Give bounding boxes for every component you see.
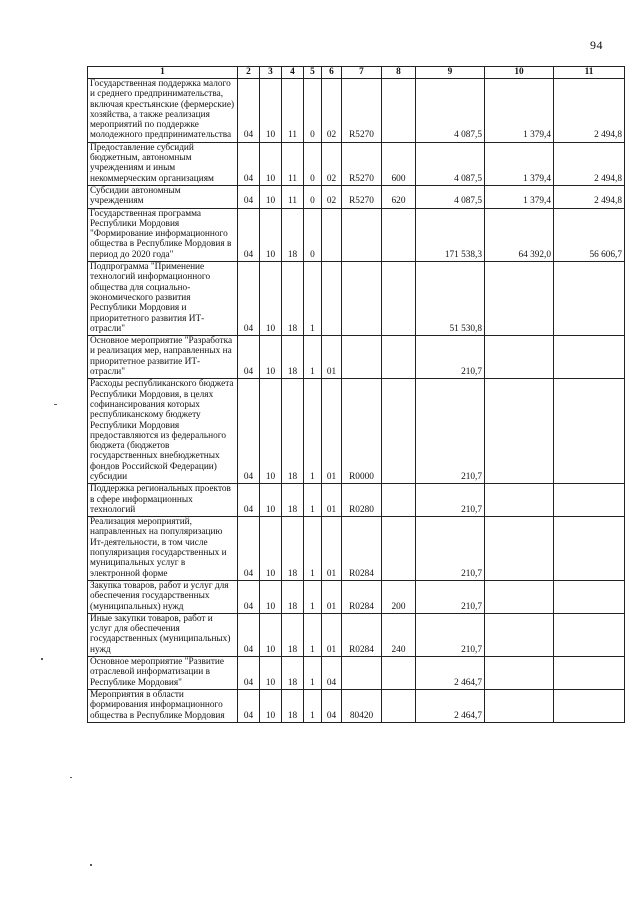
cell-amount: 210,7 bbox=[416, 517, 485, 581]
cell-amount: 2 494,8 bbox=[554, 79, 625, 143]
cell-amount bbox=[485, 484, 554, 517]
cell-amount: 4 087,5 bbox=[416, 142, 485, 185]
table-row bbox=[88, 657, 625, 690]
cell-code: 04 bbox=[238, 517, 260, 581]
cell-code bbox=[382, 262, 416, 336]
column-header: 9 bbox=[416, 67, 485, 79]
cell-code: 18 bbox=[282, 208, 304, 261]
cell-code: 04 bbox=[238, 336, 260, 379]
cell-code bbox=[382, 208, 416, 261]
cell-code: 10 bbox=[260, 580, 282, 613]
table-row bbox=[88, 613, 625, 656]
cell-amount bbox=[485, 580, 554, 613]
cell-amount bbox=[485, 657, 554, 690]
column-header: 11 bbox=[554, 67, 625, 79]
cell-code: 1 bbox=[304, 689, 322, 722]
cell-code: 1 bbox=[304, 580, 322, 613]
cell-code: 11 bbox=[282, 79, 304, 143]
row-name: Расходы республиканского бюджета Республики Мордовия, в целях софинансирования которых республиканскому бюджету Республики Мордовия предоставляются из федерального бюджета (бюджетов государственных внебюджетных фондов Российской Федерации) субсидии bbox=[88, 379, 238, 484]
cell-code: 10 bbox=[260, 517, 282, 581]
row-name: Подпрограмма "Применение технологий информационного общества для социально-экономического развития Республики Мордовия и приоритетного развития ИТ-отрасли" bbox=[88, 262, 238, 336]
header-row bbox=[88, 67, 625, 79]
cell-code: 04 bbox=[322, 689, 342, 722]
column-header: 5 bbox=[304, 67, 322, 79]
cell-code: 1 bbox=[304, 484, 322, 517]
cell-code bbox=[382, 484, 416, 517]
cell-amount bbox=[485, 689, 554, 722]
cell-code: 01 bbox=[322, 336, 342, 379]
cell-amount: 1 379,4 bbox=[485, 79, 554, 143]
cell-code: 18 bbox=[282, 336, 304, 379]
cell-amount bbox=[554, 580, 625, 613]
cell-code: 04 bbox=[322, 657, 342, 690]
cell-code: 0 bbox=[304, 185, 322, 208]
cell-code: 04 bbox=[238, 79, 260, 143]
cell-code bbox=[382, 517, 416, 581]
cell-code: 11 bbox=[282, 185, 304, 208]
cell-amount bbox=[554, 336, 625, 379]
cell-code: 240 bbox=[382, 613, 416, 656]
cell-code: 10 bbox=[260, 185, 282, 208]
cell-code: 04 bbox=[238, 689, 260, 722]
cell-code bbox=[382, 689, 416, 722]
cell-code: 1 bbox=[304, 613, 322, 656]
cell-code: 10 bbox=[260, 689, 282, 722]
cell-code: 02 bbox=[322, 142, 342, 185]
cell-amount: 1 379,4 bbox=[485, 185, 554, 208]
cell-code: R0284 bbox=[342, 580, 382, 613]
cell-code bbox=[342, 657, 382, 690]
cell-code: 04 bbox=[238, 484, 260, 517]
cell-code: 200 bbox=[382, 580, 416, 613]
cell-code: 04 bbox=[238, 208, 260, 261]
column-header: 2 bbox=[238, 67, 260, 79]
cell-code: 10 bbox=[260, 379, 282, 484]
cell-code: 04 bbox=[238, 580, 260, 613]
cell-code bbox=[322, 262, 342, 336]
cell-code bbox=[382, 336, 416, 379]
cell-code bbox=[382, 657, 416, 690]
cell-code: 18 bbox=[282, 379, 304, 484]
row-name: Мероприятия в области формирования информационного общества в Республике Мордовия bbox=[88, 689, 238, 722]
cell-code: 01 bbox=[322, 379, 342, 484]
cell-code: 1 bbox=[304, 517, 322, 581]
scan-mark bbox=[90, 864, 92, 866]
table-body bbox=[88, 79, 625, 723]
cell-code bbox=[342, 336, 382, 379]
cell-amount: 210,7 bbox=[416, 336, 485, 379]
row-name: Иные закупки товаров, работ и услуг для обеспечения государственных (муниципальных) нужд bbox=[88, 613, 238, 656]
cell-code: 80420 bbox=[342, 689, 382, 722]
cell-code: 1 bbox=[304, 336, 322, 379]
cell-code: 600 bbox=[382, 142, 416, 185]
cell-code: 1 bbox=[304, 262, 322, 336]
cell-amount: 2 464,7 bbox=[416, 657, 485, 690]
cell-amount bbox=[554, 613, 625, 656]
cell-amount bbox=[485, 613, 554, 656]
budget-table bbox=[87, 66, 625, 723]
table-row bbox=[88, 336, 625, 379]
column-header: 8 bbox=[382, 67, 416, 79]
cell-code bbox=[382, 79, 416, 143]
cell-code: 18 bbox=[282, 613, 304, 656]
cell-code: R0000 bbox=[342, 379, 382, 484]
cell-amount: 4 087,5 bbox=[416, 185, 485, 208]
cell-amount: 2 464,7 bbox=[416, 689, 485, 722]
column-header: 6 bbox=[322, 67, 342, 79]
cell-code: 04 bbox=[238, 142, 260, 185]
cell-amount: 4 087,5 bbox=[416, 79, 485, 143]
table-row bbox=[88, 185, 625, 208]
row-name: Государственная программа Республики Мордовия "Формирование информационного общества в Республике Мордовия в период до 2020 года" bbox=[88, 208, 238, 261]
cell-code: 10 bbox=[260, 613, 282, 656]
cell-amount: 2 494,8 bbox=[554, 185, 625, 208]
row-name: Поддержка региональных проектов в сфере информационных технологий bbox=[88, 484, 238, 517]
cell-code: 10 bbox=[260, 208, 282, 261]
cell-amount: 56 606,7 bbox=[554, 208, 625, 261]
cell-code: R0284 bbox=[342, 613, 382, 656]
cell-amount: 64 392,0 bbox=[485, 208, 554, 261]
column-header: 3 bbox=[260, 67, 282, 79]
cell-code: 1 bbox=[304, 657, 322, 690]
cell-amount bbox=[485, 517, 554, 581]
cell-amount: 210,7 bbox=[416, 484, 485, 517]
cell-code: 02 bbox=[322, 185, 342, 208]
cell-code: 620 bbox=[382, 185, 416, 208]
cell-code: 01 bbox=[322, 517, 342, 581]
table-row bbox=[88, 580, 625, 613]
cell-code: 10 bbox=[260, 657, 282, 690]
cell-code: 0 bbox=[304, 79, 322, 143]
cell-code: 0 bbox=[304, 208, 322, 261]
table-row bbox=[88, 379, 625, 484]
table-row bbox=[88, 484, 625, 517]
row-name: Предоставление субсидий бюджетным, автономным учреждениям и иным некоммерческим организациям bbox=[88, 142, 238, 185]
cell-code bbox=[322, 208, 342, 261]
cell-code: 18 bbox=[282, 689, 304, 722]
cell-code: 04 bbox=[238, 613, 260, 656]
table-row bbox=[88, 142, 625, 185]
cell-code: R0280 bbox=[342, 484, 382, 517]
column-header: 4 bbox=[282, 67, 304, 79]
cell-code: 18 bbox=[282, 580, 304, 613]
cell-amount: 51 530,8 bbox=[416, 262, 485, 336]
row-name: Реализация мероприятий, направленных на популяризацию Ит-деятельности, в том числе популяризация государственных и муниципальных услуг в электронной форме bbox=[88, 517, 238, 581]
cell-amount bbox=[485, 262, 554, 336]
cell-code: 10 bbox=[260, 484, 282, 517]
table-row bbox=[88, 517, 625, 581]
cell-amount: 210,7 bbox=[416, 613, 485, 656]
cell-code: R5270 bbox=[342, 185, 382, 208]
scan-mark bbox=[70, 777, 72, 778]
cell-code: 18 bbox=[282, 262, 304, 336]
cell-code: R0284 bbox=[342, 517, 382, 581]
row-name: Субсидии автономным учреждениям bbox=[88, 185, 238, 208]
cell-amount bbox=[554, 689, 625, 722]
cell-amount: 171 538,3 bbox=[416, 208, 485, 261]
column-header: 1 bbox=[88, 67, 238, 79]
cell-amount bbox=[554, 484, 625, 517]
cell-code: 18 bbox=[282, 517, 304, 581]
cell-code: 0 bbox=[304, 142, 322, 185]
page-number: 94 bbox=[590, 38, 603, 52]
cell-code: 11 bbox=[282, 142, 304, 185]
cell-code: 10 bbox=[260, 262, 282, 336]
cell-code: 04 bbox=[238, 379, 260, 484]
cell-amount: 210,7 bbox=[416, 379, 485, 484]
table-row bbox=[88, 689, 625, 722]
cell-amount bbox=[554, 657, 625, 690]
cell-code: 10 bbox=[260, 79, 282, 143]
cell-amount bbox=[485, 379, 554, 484]
cell-code: 1 bbox=[304, 379, 322, 484]
scan-mark bbox=[54, 404, 57, 405]
cell-code: 02 bbox=[322, 79, 342, 143]
cell-amount: 2 494,8 bbox=[554, 142, 625, 185]
cell-code: R5270 bbox=[342, 79, 382, 143]
cell-amount: 210,7 bbox=[416, 580, 485, 613]
cell-code bbox=[382, 379, 416, 484]
cell-code bbox=[342, 262, 382, 336]
cell-code: 04 bbox=[238, 657, 260, 690]
cell-code: 04 bbox=[238, 185, 260, 208]
scan-mark bbox=[41, 658, 43, 660]
table-row bbox=[88, 79, 625, 143]
cell-code: 01 bbox=[322, 580, 342, 613]
cell-amount bbox=[554, 379, 625, 484]
cell-code: R5270 bbox=[342, 142, 382, 185]
cell-amount: 1 379,4 bbox=[485, 142, 554, 185]
cell-code: 18 bbox=[282, 484, 304, 517]
cell-code bbox=[342, 208, 382, 261]
column-header: 10 bbox=[485, 67, 554, 79]
row-name: Основное мероприятие "Разработка и реализация мер, направленных на приоритетное развитие ИТ-отрасли" bbox=[88, 336, 238, 379]
cell-code: 10 bbox=[260, 142, 282, 185]
row-name: Основное мероприятие "Развитие отраслевой информатизации в Республике Мордовия" bbox=[88, 657, 238, 690]
cell-amount bbox=[554, 262, 625, 336]
cell-code: 01 bbox=[322, 484, 342, 517]
row-name: Закупка товаров, работ и услуг для обеспечения государственных (муниципальных) нужд bbox=[88, 580, 238, 613]
column-header: 7 bbox=[342, 67, 382, 79]
cell-amount bbox=[485, 336, 554, 379]
table-row bbox=[88, 208, 625, 261]
cell-code: 18 bbox=[282, 657, 304, 690]
table-row bbox=[88, 262, 625, 336]
cell-code: 10 bbox=[260, 336, 282, 379]
row-name: Государственная поддержка малого и среднего предпринимательства, включая крестьянские (фермерские) хозяйства, а также реализация мероприятий по поддержке молодежного предпринимательства bbox=[88, 79, 238, 143]
cell-amount bbox=[554, 517, 625, 581]
cell-code: 01 bbox=[322, 613, 342, 656]
cell-code: 04 bbox=[238, 262, 260, 336]
